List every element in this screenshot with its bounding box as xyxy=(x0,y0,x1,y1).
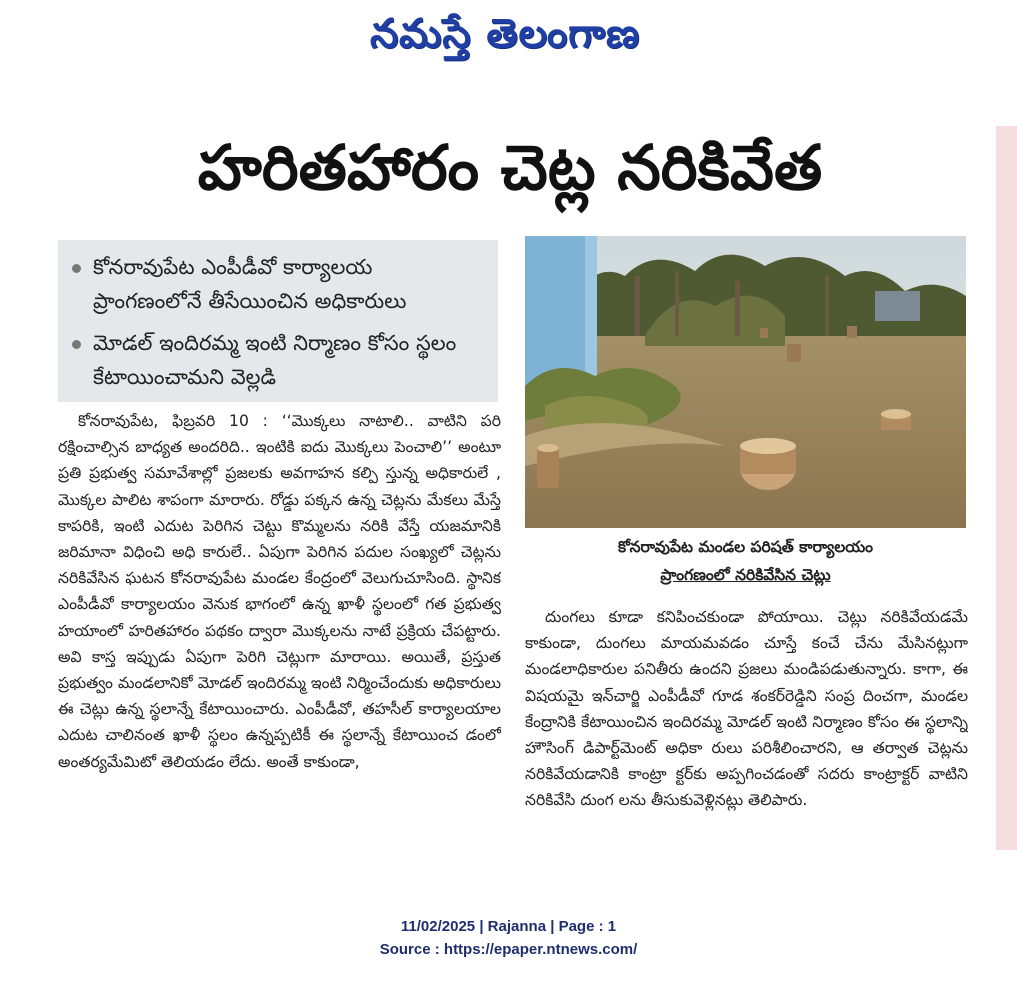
highlight-item xyxy=(70,326,486,394)
article-body-right xyxy=(525,604,968,854)
body-paragraph-right: దుంగలు కూడా కనిపించకుండా పోయాయి. చెట్లు నరికివేయడమే కాకుండా, దుంగలు మాయమవడం చూస్తే కంచే చేను మేసినట్లుగా మండలాధికారుల పనితీరు ఉందని ప్రజలు మండిపడుతున్నారు. కాగా, ఈ విషయమై ఇన్‌చార్జి ఎంపీడీవో గూడ శంకర్‌రెడ్డిని సంప్ర దించగా, మండల కేంద్రానికి కేటాయించిన ఇందిరమ్మ మోడల్ ఇంటి నిర్మాణం కోసం ఈ స్థలాన్ని హౌసింగ్ డిపార్ట్‌మెంట్ అధికా రులు పరిశీలించారని, ఆ తర్వాత చెట్లను నరికివేయడానికి కాంట్రా క్టర్‌కు అప్పగించడంతో సదరు కాంట్రాక్టర్ వాటిని నరికివేసి దుంగ లను తీసుకువెళ్లినట్లు తెలిపారు. xyxy=(525,608,968,810)
newspaper-masthead xyxy=(300,6,710,72)
bullet-icon xyxy=(72,340,81,349)
footer-date-edition: 11/02/2025 | Rajanna | Page : 1 xyxy=(400,918,617,935)
highlights-box xyxy=(58,240,498,402)
article-headline: హరితహారం చెట్ల నరికివేత xyxy=(197,131,823,204)
masthead-logo-text: నమస్తే తెలంగాణ xyxy=(369,11,641,57)
highlight-item xyxy=(70,250,486,318)
page-footer xyxy=(300,915,717,961)
caption-line-1: కోనరావుపేట మండల పరిషత్ కార్యాలయం xyxy=(617,538,874,556)
article-body-left xyxy=(58,408,501,860)
caption-line-2: ప్రాంగణంలో నరికివేసిన చెట్లు xyxy=(660,566,831,584)
photo-caption xyxy=(525,533,966,595)
highlight-text: మోడల్ ఇందిరమ్మ ఇంటి నిర్మాణం కోసం స్థలం కేటాయించామని వెల్లడి xyxy=(93,331,457,389)
felled-trees-photo xyxy=(525,236,966,528)
article-photo xyxy=(525,236,966,528)
bullet-icon xyxy=(72,264,81,273)
body-paragraph-left: కోనరావుపేట, ఫిబ్రవరి 10 : ‘‘మొక్కలు నాటాలి.. వాటిని పరి రక్షించాల్సిన బాధ్యత అందరిది.. ఇంటికి ఐదు మొక్కలు పెంచాలి’’ అంటూ ప్రతి ప్రభుత్వ సమావేశాల్లో ప్రజలకు అవగాహన కల్పి స్తున్న అధికారులే , మొక్కల పాలిట శాపంగా మారారు. రోడ్డు పక్కన ఉన్న చెట్లను మేకలు మేస్తే కాపరికి, ఇంటి ఎదుట పెరిగిన చెట్టు కొమ్మలను నరికి వేస్తే యజమానికి జరిమానా విధించి అధి కారులే.. ఏపుగా పెరిగిన పదుల సంఖ్యలో చెట్లను నరికివేసిన ఘటన కోనరావుపేట మండల కేంద్రంలో వెలుగుచూసింది. స్థానిక ఎంపీడీవో కార్యాలయం వెనుక భాగంలో ఉన్న ఖాళీ స్థలంలో గత ప్రభుత్వ హయాంలో హరితహారం పథకం ద్వారా మొక్కలను నాటే ప్రక్రియ చేపట్టారు. అవి కాస్త ఇప్పుడు ఏపుగా పెరిగి చెట్లుగా మారాయి. అయితే, ప్రస్తుత ప్రభుత్వం మండలానికో మోడల్ ఇందిరమ్మ ఇంటి నిర్మించేందుకు అధికారులు ఈ చెట్లు ఉన్న స్థలాన్నే కేటాయించారు. ఎంపీడీవో, తహసీల్ కార్యాలయాల ఎదుట చాలినంత ఖాళీ స్థలం ఉన్నప్పటికీ ఈ స్థలాన్నే కేటాయించ డంలో అంతర్యమేమిటో తెలియడం లేదు. అంతే కాకుండా, xyxy=(58,412,501,771)
highlight-text: కోనరావుపేట ఎంపీడీవో కార్యాలయ ప్రాంగణంలోనే తీసేయించిన అధికారులు xyxy=(93,255,407,313)
footer-source: Source : https://epaper.ntnews.com/ xyxy=(379,941,638,958)
adjacent-column-edge xyxy=(996,126,1017,850)
